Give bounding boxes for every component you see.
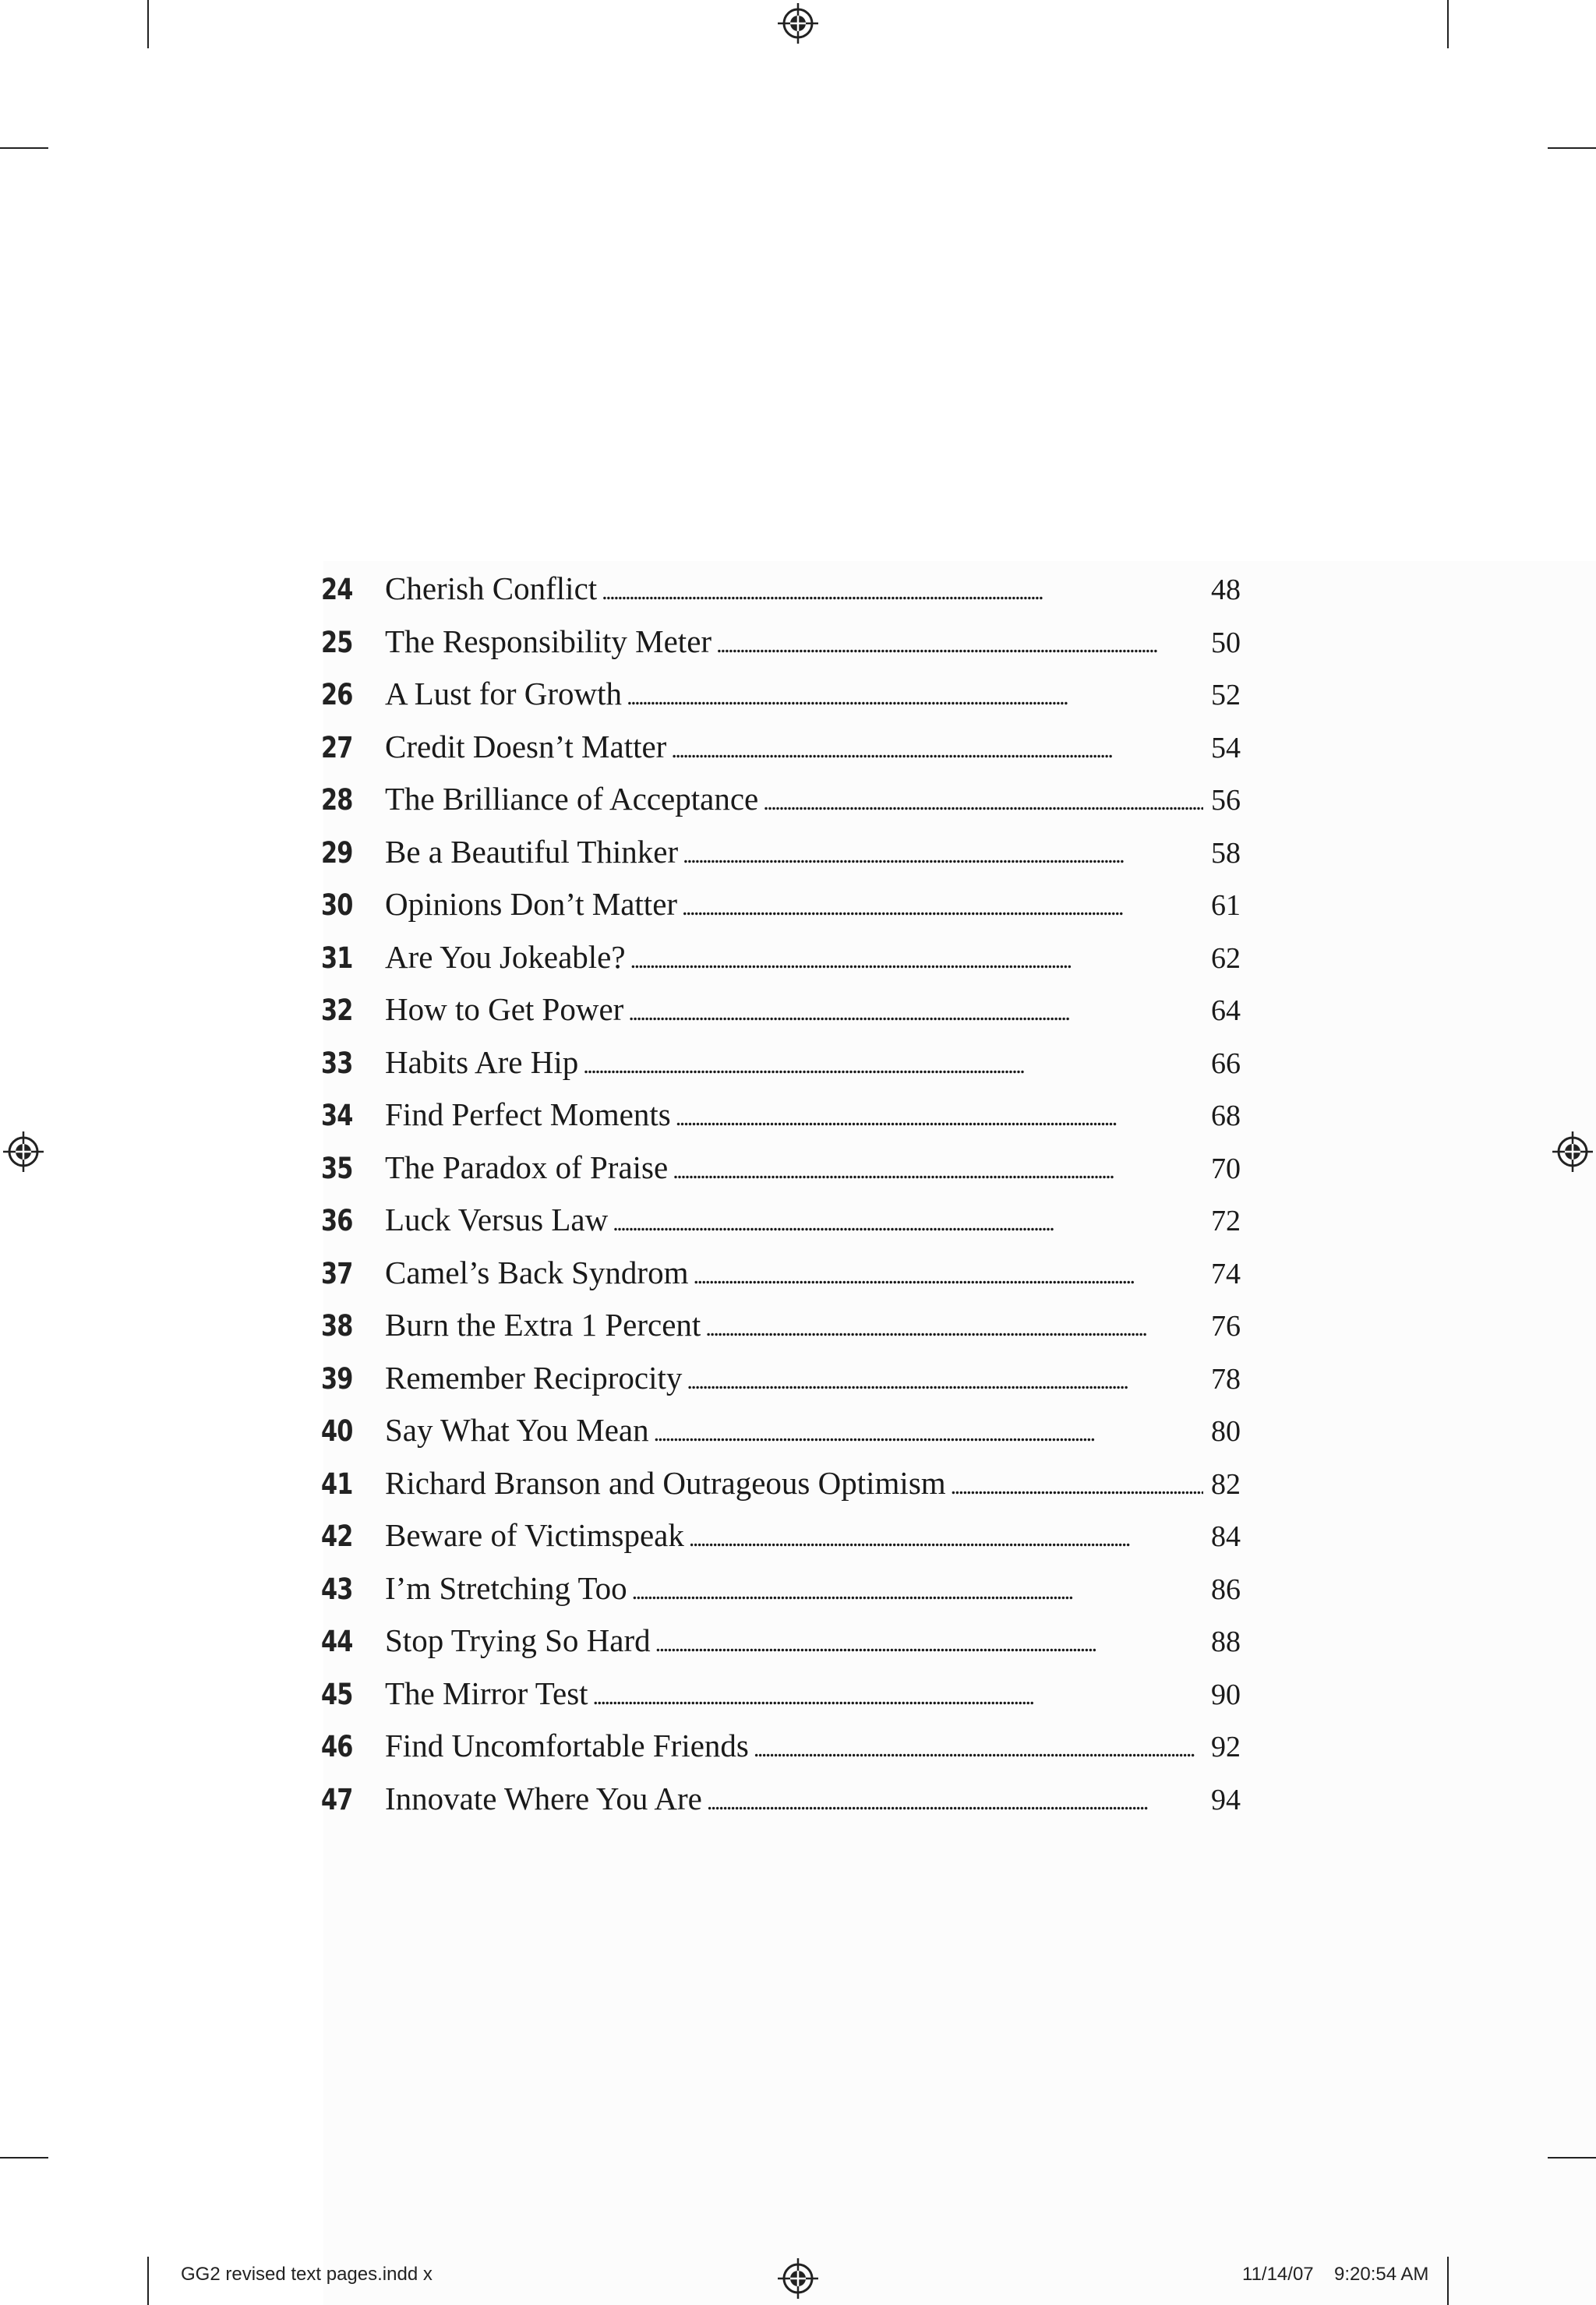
chapter-title[interactable]: Luck Versus Law [385,1202,609,1237]
crop-mark-icon [1548,147,1596,149]
dot-leader [707,1776,1203,1829]
crop-mark-icon [0,2157,48,2159]
toc-entry[interactable] [321,668,1241,721]
chapter-title[interactable]: Find Perfect Moments [385,1096,671,1132]
dot-leader [628,987,1203,1040]
toc-entry[interactable] [321,1457,1241,1510]
toc-entry[interactable] [321,1036,1241,1089]
toc-entry[interactable] [321,1142,1241,1195]
page-number: 72 [1211,1205,1241,1237]
chapter-number: 40 [321,1414,353,1448]
crop-mark-icon [1447,2257,1449,2305]
registration-mark-icon [776,2,820,45]
page-number: 58 [1211,836,1241,870]
page-number: 62 [1211,941,1241,975]
page-number: 88 [1211,1626,1241,1658]
toc-entry[interactable] [321,826,1241,879]
chapter-number: 38 [321,1309,353,1343]
chapter-title[interactable]: How to Get Power [385,991,624,1027]
toc-entry[interactable] [321,616,1241,669]
dot-leader [632,1565,1203,1618]
crop-mark-icon [1447,0,1449,48]
toc-entry[interactable] [321,1562,1241,1615]
chapter-title[interactable]: Richard Branson and Outrageous Optimism [385,1464,946,1501]
chapter-number: 47 [321,1782,353,1816]
dot-leader [655,1618,1203,1671]
chapter-title[interactable]: Are You Jokeable? [385,938,626,975]
page-number: 80 [1211,1415,1241,1448]
chapter-number: 44 [321,1625,353,1658]
chapter-number: 43 [321,1572,353,1606]
dot-leader [593,1671,1203,1724]
chapter-number: 35 [321,1151,353,1185]
chapter-number: 34 [321,1099,353,1132]
page-number: 56 [1211,784,1241,817]
dot-leader [613,1197,1203,1250]
toc-entry[interactable] [321,1299,1241,1352]
chapter-title[interactable]: Opinions Don’t Matter [385,886,678,922]
dot-leader [682,881,1203,934]
toc-entry[interactable] [321,1247,1241,1300]
toc-entry[interactable] [321,1509,1241,1562]
chapter-title[interactable]: Remember Reciprocity [385,1359,683,1396]
page-number: 64 [1211,994,1241,1027]
dot-leader [689,1513,1203,1565]
slug-date: 11/14/07 [1242,2264,1314,2285]
chapter-number: 45 [321,1677,353,1711]
page-number: 48 [1211,574,1241,606]
page-number: 74 [1211,1257,1241,1290]
chapter-number: 25 [321,625,353,659]
slug-time: 9:20:54 AM [1334,2264,1429,2285]
toc-entry[interactable] [321,983,1241,1036]
toc-entry[interactable] [321,1773,1241,1826]
chapter-number: 42 [321,1520,353,1553]
toc-entry[interactable] [321,1352,1241,1405]
chapter-title[interactable]: Innovate Where You Are [385,1780,702,1816]
chapter-number: 30 [321,888,353,922]
page-number: 61 [1211,889,1241,922]
dot-leader [654,1407,1203,1460]
chapter-number: 36 [321,1204,353,1237]
chapter-title[interactable]: I’m Stretching Too [385,1569,627,1606]
chapter-title[interactable]: Be a Beautiful Thinker [385,833,679,870]
page-number: 68 [1211,1100,1241,1132]
toc-entry[interactable] [321,1194,1241,1247]
dot-leader [687,1355,1203,1408]
toc-entry[interactable] [321,1404,1241,1457]
dot-leader [683,829,1203,882]
toc-entry[interactable] [321,1615,1241,1668]
chapter-title[interactable]: Find Uncomfortable Friends [385,1728,749,1763]
table-of-contents [321,563,1241,1825]
slug-filename: GG2 revised text pages.indd x [181,2264,433,2285]
crop-mark-icon [147,2257,149,2305]
chapter-title[interactable]: The Mirror Test [385,1675,588,1711]
chapter-number: 37 [321,1256,353,1290]
chapter-number: 32 [321,994,353,1027]
dot-leader [673,1145,1203,1198]
page-number: 84 [1211,1520,1241,1553]
chapter-title[interactable]: Beware of Victimspeak [385,1517,684,1553]
chapter-number: 28 [321,783,353,817]
dot-leader [676,1092,1203,1145]
chapter-title[interactable]: Credit Doesn’t Matter [385,728,667,764]
page-number: 50 [1211,626,1241,659]
page-number: 94 [1211,1783,1241,1816]
registration-mark-icon [776,2257,820,2300]
page-number: 90 [1211,1678,1241,1711]
page-number: 92 [1211,1731,1241,1763]
dot-leader [602,566,1203,619]
page-number: 52 [1211,679,1241,711]
chapter-number: 31 [321,941,353,975]
registration-mark-icon [2,1130,45,1174]
chapter-number: 46 [321,1730,353,1763]
toc-entry[interactable] [321,1720,1241,1773]
chapter-number: 33 [321,1046,353,1080]
chapter-title[interactable]: The Brilliance of Acceptance [385,781,759,817]
crop-mark-icon [0,147,48,149]
chapter-title[interactable]: Say What You Mean [385,1412,649,1448]
page-number: 86 [1211,1573,1241,1606]
chapter-title[interactable]: Camel’s Back Syndrom [385,1254,689,1290]
chapter-title[interactable]: Stop Trying So Hard [385,1622,651,1658]
chapter-title[interactable]: Cherish Conflict [385,570,598,606]
toc-entry[interactable] [321,773,1241,826]
dot-leader [754,1723,1203,1776]
chapter-title[interactable]: Burn the Extra 1 Percent [385,1307,701,1343]
toc-entry[interactable] [321,878,1241,931]
page-number: 66 [1211,1047,1241,1080]
crop-mark-icon [1548,2157,1596,2159]
chapter-number: 41 [321,1467,353,1501]
dot-leader [627,671,1203,724]
chapter-title[interactable]: The Responsibility Meter [385,623,712,659]
toc-entry[interactable] [321,1668,1241,1721]
toc-entry[interactable] [321,721,1241,774]
dot-leader [583,1040,1203,1092]
dot-leader [951,1460,1203,1513]
chapter-number: 26 [321,678,353,711]
chapter-number: 24 [321,573,353,606]
page-number: 70 [1211,1152,1241,1185]
dot-leader [630,934,1203,987]
dot-leader [763,776,1203,829]
dot-leader [716,619,1203,672]
page-number: 76 [1211,1310,1241,1343]
chapter-number: 27 [321,730,353,764]
page-number: 54 [1211,731,1241,764]
dot-leader [671,724,1203,777]
page-number: 82 [1211,1467,1241,1501]
registration-mark-icon [1551,1130,1594,1174]
page-number: 78 [1211,1362,1241,1396]
chapter-title[interactable]: A Lust for Growth [385,676,623,711]
chapter-number: 39 [321,1361,353,1396]
toc-entry[interactable] [321,563,1241,616]
chapter-title[interactable]: Habits Are Hip [385,1043,579,1080]
chapter-title[interactable]: The Paradox of Praise [385,1149,669,1185]
crop-mark-icon [147,0,149,48]
toc-entry[interactable] [321,1089,1241,1142]
dot-leader [705,1302,1203,1355]
dot-leader [693,1250,1203,1303]
toc-entry[interactable] [321,931,1241,984]
chapter-number: 29 [321,835,353,870]
